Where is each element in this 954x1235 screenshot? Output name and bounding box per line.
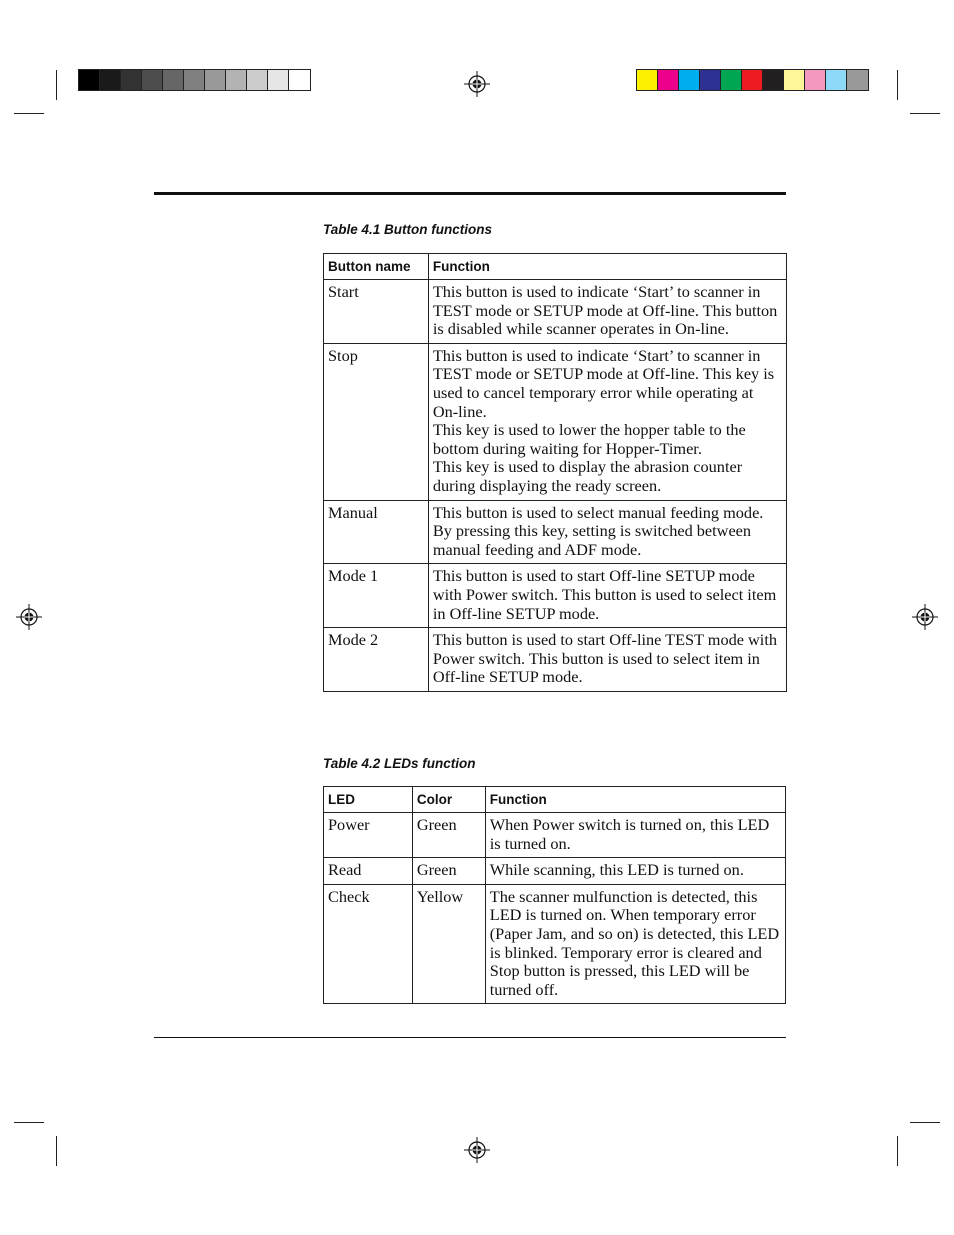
led-color-cell: Yellow [412,884,485,1004]
color-swatch [763,70,784,90]
table-row [324,343,787,500]
function-text: This button is used to start Off-line TEST mode with Power switch. This button is used to select item in Off-line SETUP mode. [432,630,777,687]
crop-mark [56,1136,57,1166]
color-swatch [784,70,805,90]
button-name-cell: Start [324,280,429,344]
function-cell: The scanner mulfunction is detected, this LED is turned on. When temporary error (Paper Jam, and so on) is detected, this LED is blinked. Temporary error is cleared and Stop button is pressed, this LED will be turned off. [485,884,785,1004]
gray-swatch [163,70,184,90]
color-swatch [679,70,700,90]
led-color-cell: Green [412,813,485,858]
column-header: Function [485,787,785,813]
registration-mark-icon [912,604,938,630]
table-header-row [324,787,786,813]
gray-swatch [247,70,268,90]
gray-swatch [121,70,142,90]
table-caption: Table 4.1 Button functions [323,222,493,237]
grayscale-color-bar [78,69,311,91]
function-cell [428,343,786,500]
button-name-cell: Manual [324,500,429,564]
registration-mark-icon [464,71,490,97]
function-text: This button is used to indicate ‘Start’ to scanner in TEST mode or SETUP mode at Off-line. This key is used to cancel temporary error while operating at On-line. [432,345,775,421]
gray-swatch [184,70,205,90]
color-swatch [637,70,658,90]
function-cell [428,280,786,344]
button-name-cell: Mode 2 [324,628,429,692]
color-swatch [805,70,826,90]
crop-mark [14,1122,44,1123]
button-functions-table [323,253,787,692]
table-row [324,500,787,564]
footer-rule [154,1037,786,1038]
function-cell [428,500,786,564]
gray-swatch [100,70,121,90]
gray-swatch [205,70,226,90]
led-name-cell: Power [324,813,413,858]
column-header: LED [324,787,413,813]
function-text: This key is used to display the abrasion counter during displaying the ready screen. [432,457,743,495]
gray-swatch [268,70,289,90]
function-text: This button is used to start Off-line SETUP mode with Power switch. This button is used to select item in Off-line SETUP mode. [432,566,777,623]
crop-mark [910,113,940,114]
header-rule [154,192,786,195]
crop-mark [14,113,44,114]
function-text: This button is used to select manual feeding mode. By pressing this key, setting is switched between manual feeding and ADF mode. [432,502,764,559]
crop-mark [897,70,898,100]
button-name-cell: Mode 1 [324,564,429,628]
column-header: Color [412,787,485,813]
table-row [324,813,786,858]
led-name-cell: Read [324,858,413,885]
gray-swatch [79,70,100,90]
color-swatch [742,70,763,90]
crop-mark [897,1136,898,1166]
led-name-cell: Check [324,884,413,1004]
color-swatch [658,70,679,90]
table-caption: Table 4.2 LEDs function [323,756,476,771]
gray-swatch [226,70,247,90]
crop-mark [910,1122,940,1123]
color-swatch [847,70,868,90]
function-text: This button is used to indicate ‘Start’ to scanner in TEST mode or SETUP mode at Off-line. This button is disabled while scanner operates in On-line. [432,282,778,339]
function-text: This key is used to lower the hopper table to the bottom during waiting for Hopper-Timer. [432,420,746,458]
registration-mark-icon [16,604,42,630]
function-cell [428,564,786,628]
table-row [324,628,787,692]
table-row [324,884,786,1004]
registration-mark-icon [464,1137,490,1163]
column-header: Button name [324,254,429,280]
table-header-row [324,254,787,280]
gray-swatch [142,70,163,90]
color-swatch [700,70,721,90]
gray-swatch [289,70,310,90]
color-swatch [721,70,742,90]
crop-mark [56,70,57,100]
button-name-cell: Stop [324,343,429,500]
column-header: Function [428,254,786,280]
led-color-cell: Green [412,858,485,885]
table-row [324,858,786,885]
table-row [324,280,787,344]
function-cell [428,628,786,692]
function-cell: When Power switch is turned on, this LED is turned on. [485,813,785,858]
leds-function-table [323,786,786,1004]
function-cell: While scanning, this LED is turned on. [485,858,785,885]
table-row [324,564,787,628]
process-color-bar [636,69,869,91]
color-swatch [826,70,847,90]
